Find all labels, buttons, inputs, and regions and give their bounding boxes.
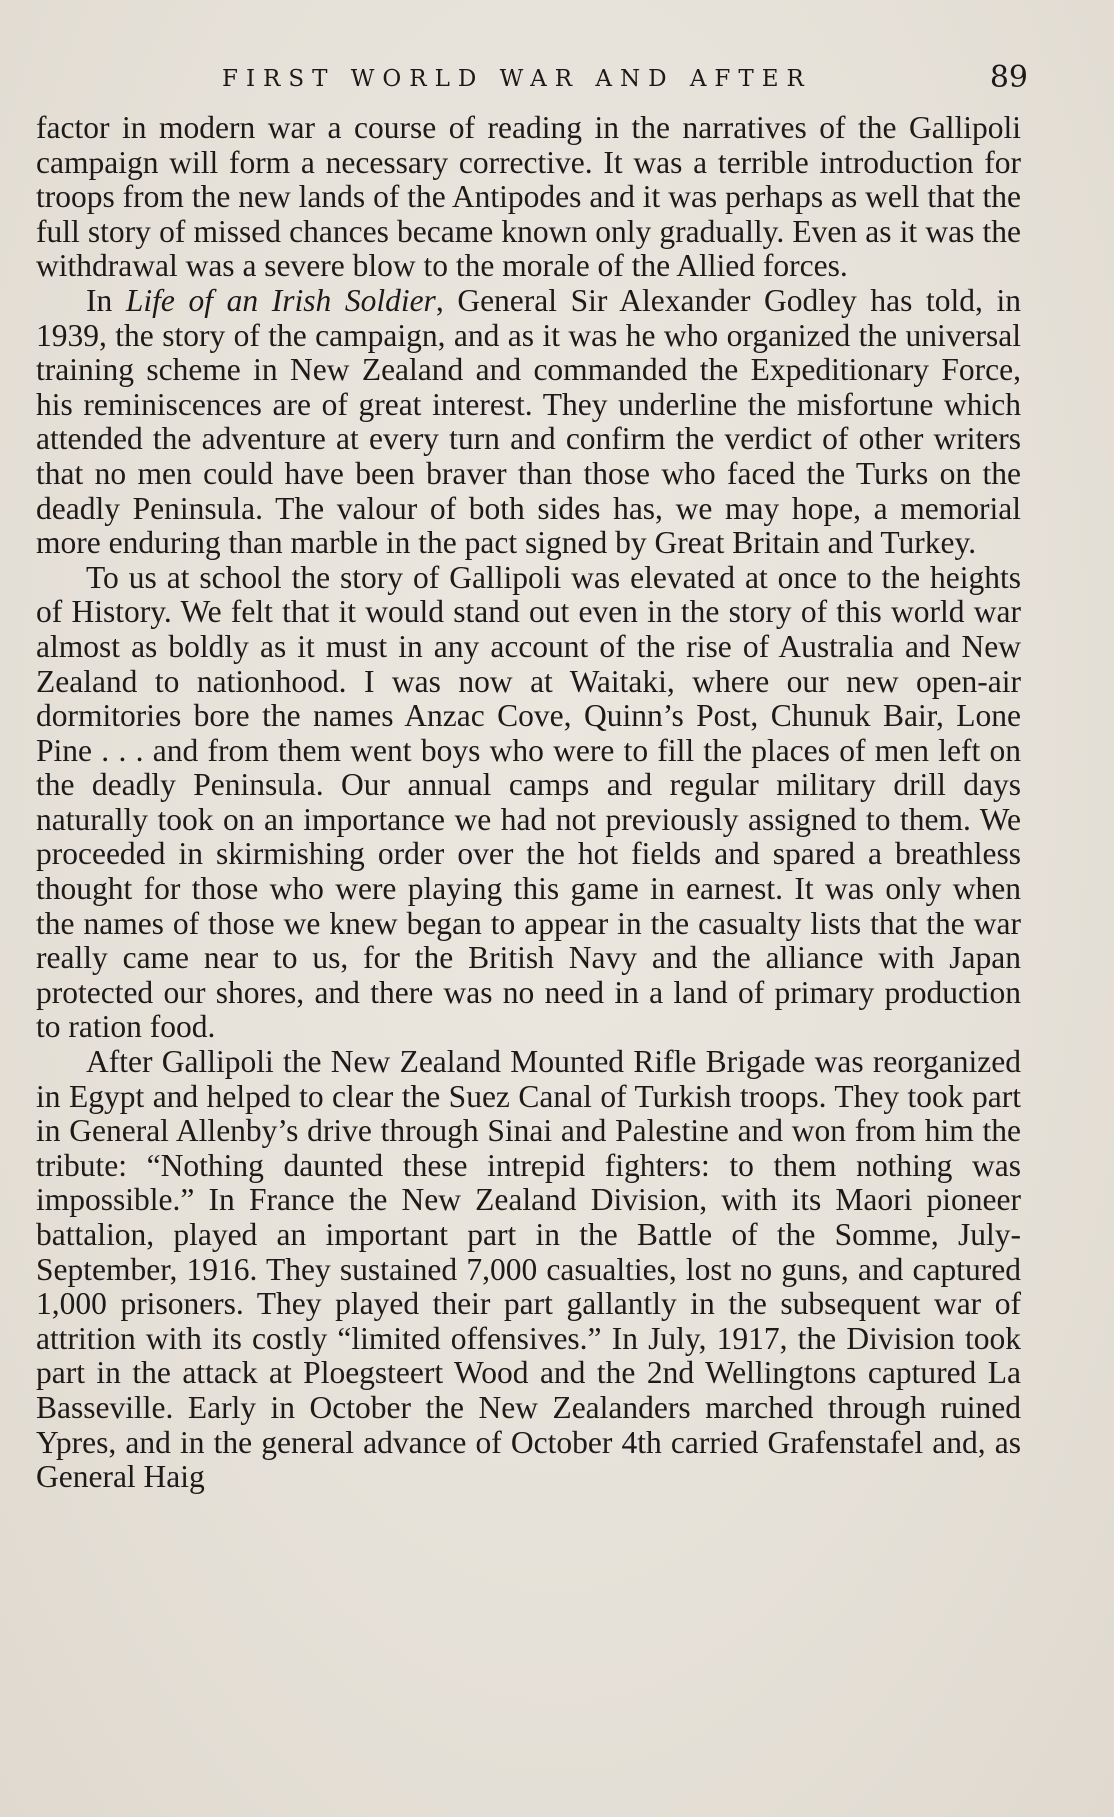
chapter-running-title: FIRST WORLD WAR AND AFTER [222,66,812,92]
paragraph-school: To us at school the story of Gallipoli was elevated at once to the heights of History. We felt that it would stand out even in the story of this world war almost as boldly as it must in any account of the rise of Australia and New Zealand to nationhood. I was now at Waitaki, where our new open-air dormitories bore the names Anzac Cove, Quinn’s Post, Chunuk Bair, Lone Pine . . . and from them went boys who were to fill the places of men left on the deadly Peninsula. Our annual camps and regular military drill days naturally took on an importance we had not previously assigned to them. We proceeded in skirmishing order over the hot fields and spared a breathless thought for those who were playing this game in earnest. It was only when the names of those we knew began to appear in the casualty lists that the war really came near to us, for the British Navy and the alliance with Japan protected our shores, and there was no need in a land of primary production to ration food. [36,559,1021,1045]
paragraph-text: , General Sir Alexander Godley has told, in 1939, the story of the campaign, and as it was he who organized the universal training scheme in New Zealand and commanded the Expeditionary Force, his reminiscences are of great interest. They underline the misfortune which attended the adventure at every turn and confirm the verdict of other writers that no men could have been braver than those who faced the Turks on the deadly Peninsula. The valour of both sides has, we may hope, a memorial more enduring than marble in the pact signed by Great Britain and Turkey. [36,282,1021,561]
page-number: 89 [989,60,1028,95]
paragraph-after-gallipoli: After Gallipoli the New Zealand Mounted Rifle Brigade was reorganized in Egypt and helped to clear the Suez Canal of Turkish troops. They took part in General Allenby’s drive through Sinai and Palestine and won from him the tribute: “Nothing daunted these intrepid fighters: to them nothing was impossible.” In France the New Zealand Division, with its Maori pioneer battalion, played an important part in the Battle of the Somme, July-September, 1916. They sustained 7,000 casualties, lost no guns, and captured 1,000 prisoners. They played their part gallantly in the subsequent war of attrition with its costly “limited offensives.” In July, 1917, the Division took part in the attack at Ploegsteert Wood and the 2nd Wellingtons captured La Basseville. Early in October the New Zealanders marched through ruined Ypres, and in the general advance of October 4th carried Grafenstafel and, as General Haig [36,1044,1021,1495]
body-text [36,111,1021,1495]
paragraph-text: In [86,282,126,318]
paragraph-godley [36,284,1021,561]
paragraph-continued: factor in modern war a course of reading in the narratives of the Gallipoli campaign will form a necessary corrective. It was a terrible introduction for troops from the new lands of the Antipodes and it was perhaps as well that the full story of missed chances became known only gradually. Even as it was the withdrawal was a severe blow to the morale of the Allied forces. [36,110,1021,284]
book-title: Life of an Irish Soldier [125,282,436,318]
running-header [36,62,1026,102]
